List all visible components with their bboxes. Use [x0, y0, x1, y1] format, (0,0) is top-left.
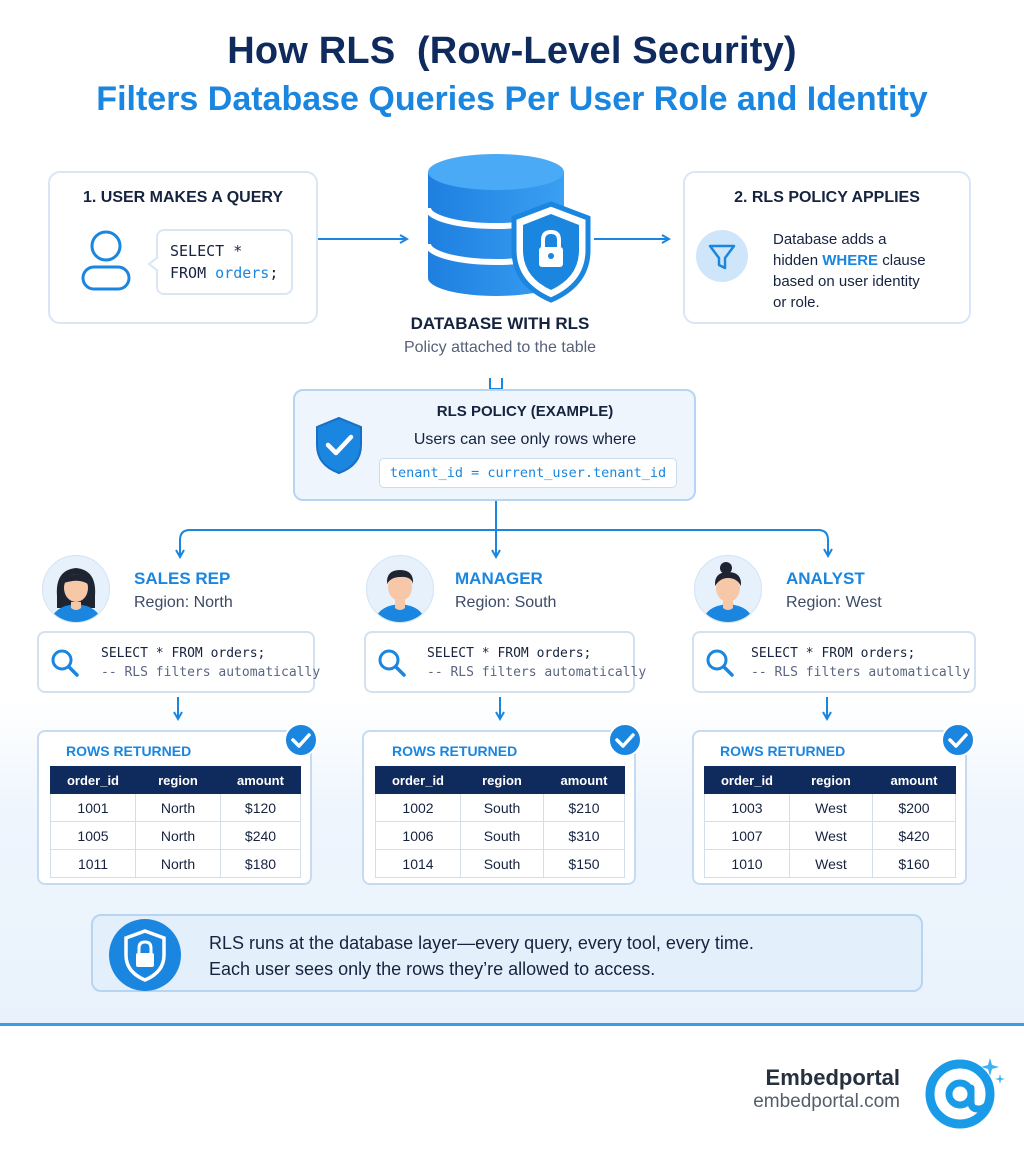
rows-title: ROWS RETURNED — [392, 743, 518, 759]
col-header: amount — [544, 767, 625, 794]
col-header: order_id — [51, 767, 136, 794]
col-header: amount — [221, 767, 301, 794]
role-region-sales-rep: Region: North — [134, 594, 233, 611]
cell: 1006 — [376, 822, 461, 850]
footer-divider — [0, 1023, 1024, 1026]
query-line-1: SELECT * FROM orders; — [751, 646, 916, 661]
col-header: region — [136, 767, 221, 794]
title-line-1: How RLS (Row-Level Security) — [227, 30, 797, 72]
cell: $160 — [873, 850, 956, 878]
cell: 1014 — [376, 850, 461, 878]
table-row — [705, 822, 956, 850]
table-row — [705, 794, 956, 822]
cell: South — [461, 850, 544, 878]
query-box-sales-rep — [37, 631, 321, 693]
user-icon — [78, 229, 134, 293]
query-line-2: -- RLS filters automatically — [101, 665, 321, 680]
rls-applies-card — [683, 171, 971, 324]
cell: 1011 — [51, 850, 136, 878]
query-line-2: -- RLS filters automatically — [751, 665, 971, 680]
table-header-row — [705, 767, 956, 794]
cell: North — [136, 850, 221, 878]
role-name-sales-rep: SALES REP — [134, 569, 231, 588]
avatar-analyst — [694, 555, 762, 623]
rls-applies-heading: 2. RLS POLICY APPLIES — [734, 189, 920, 206]
policy-heading: RLS POLICY (EXAMPLE) — [436, 403, 614, 420]
man-avatar-icon — [367, 556, 433, 622]
filter-icon — [695, 229, 749, 283]
cell: $310 — [544, 822, 625, 850]
cell: West — [790, 822, 873, 850]
query-box-manager — [364, 631, 647, 693]
cell: South — [461, 794, 544, 822]
table-row — [51, 822, 301, 850]
table-header-row — [376, 767, 625, 794]
user-query-card — [48, 171, 318, 324]
query-line-1: SELECT * FROM orders; — [427, 646, 592, 661]
user-query-code — [156, 229, 293, 295]
shield-lock-icon — [508, 200, 594, 304]
brand-url: embedportal.com — [753, 1091, 900, 1112]
cell: North — [136, 794, 221, 822]
cell: South — [461, 822, 544, 850]
search-icon — [705, 648, 735, 678]
rows-table-sales-rep — [50, 766, 301, 878]
code-line-1: SELECT * — [170, 242, 243, 260]
table-row — [51, 794, 301, 822]
col-header: region — [790, 767, 873, 794]
cell: $180 — [221, 850, 301, 878]
database-label: DATABASE WITH RLS — [410, 314, 590, 333]
check-circle-icon — [608, 723, 642, 757]
col-header: amount — [873, 767, 956, 794]
rows-table-manager — [375, 766, 625, 878]
cell: 1001 — [51, 794, 136, 822]
user-query-heading: 1. USER MAKES A QUERY — [82, 189, 284, 206]
branch-line — [180, 530, 828, 555]
avatar-sales-rep — [42, 555, 110, 623]
database-sublabel: Policy attached to the table — [403, 339, 597, 356]
role-region-analyst: Region: West — [786, 594, 882, 611]
table-row — [51, 850, 301, 878]
cell: North — [136, 822, 221, 850]
cell: $210 — [544, 794, 625, 822]
cell: 1002 — [376, 794, 461, 822]
search-icon — [377, 648, 407, 678]
cell: $240 — [221, 822, 301, 850]
brand-name: Embedportal — [765, 1065, 900, 1090]
woman-bun-avatar-icon — [695, 556, 761, 622]
speech-pointer — [148, 257, 158, 271]
col-header: order_id — [705, 767, 790, 794]
rows-panel-sales-rep — [37, 730, 312, 885]
title-line-2: Filters Database Queries Per User Role and Identity — [96, 80, 928, 118]
cell: $120 — [221, 794, 301, 822]
query-line-1: SELECT * FROM orders; — [101, 646, 266, 661]
code-line-2: FROM orders; — [170, 264, 279, 282]
query-box-analyst — [692, 631, 976, 693]
role-name-analyst: ANALYST — [786, 569, 865, 588]
rows-panel-analyst — [692, 730, 967, 885]
cell: $200 — [873, 794, 956, 822]
rows-panel-manager — [362, 730, 636, 885]
table-row — [705, 850, 956, 878]
cell: 1003 — [705, 794, 790, 822]
cell: West — [790, 794, 873, 822]
cell: 1007 — [705, 822, 790, 850]
brand-logo-icon — [920, 1052, 1006, 1132]
role-name-manager: MANAGER — [455, 569, 543, 588]
policy-expression: tenant_id = current_user.tenant_id — [379, 458, 677, 488]
cell: 1010 — [705, 850, 790, 878]
cell: $420 — [873, 822, 956, 850]
role-region-manager: Region: South — [455, 594, 557, 611]
link-db-to-policy-box — [490, 378, 502, 389]
policy-text: Users can see only rows where — [413, 431, 637, 448]
table-header-row — [51, 767, 301, 794]
shield-check-icon — [313, 415, 365, 475]
table-row — [376, 794, 625, 822]
col-header: region — [461, 767, 544, 794]
cell: $150 — [544, 850, 625, 878]
table-row — [376, 822, 625, 850]
summary-banner — [91, 914, 923, 992]
col-header: order_id — [376, 767, 461, 794]
rls-applies-text: Database adds a hidden WHERE clause based on user identity or role. — [773, 231, 926, 311]
cell: 1005 — [51, 822, 136, 850]
where-keyword: WHERE — [822, 252, 879, 269]
query-line-2: -- RLS filters automatically — [427, 665, 647, 680]
search-icon — [50, 648, 80, 678]
summary-line-2: Each user sees only the rows they’re allowed to access. — [209, 959, 656, 979]
avatar-manager — [366, 555, 434, 623]
rows-title: ROWS RETURNED — [720, 743, 846, 759]
table-row — [376, 850, 625, 878]
cell: West — [790, 850, 873, 878]
shield-lock-icon — [107, 917, 183, 993]
rows-title: ROWS RETURNED — [66, 743, 192, 759]
rows-table-analyst — [704, 766, 956, 878]
check-circle-icon — [941, 723, 975, 757]
code-table-name: orders — [215, 264, 270, 282]
check-circle-icon — [284, 723, 318, 757]
woman-avatar-icon — [43, 556, 109, 622]
rls-policy-box — [293, 389, 696, 501]
summary-line-1: RLS runs at the database layer—every query, every tool, every time. — [209, 933, 754, 953]
